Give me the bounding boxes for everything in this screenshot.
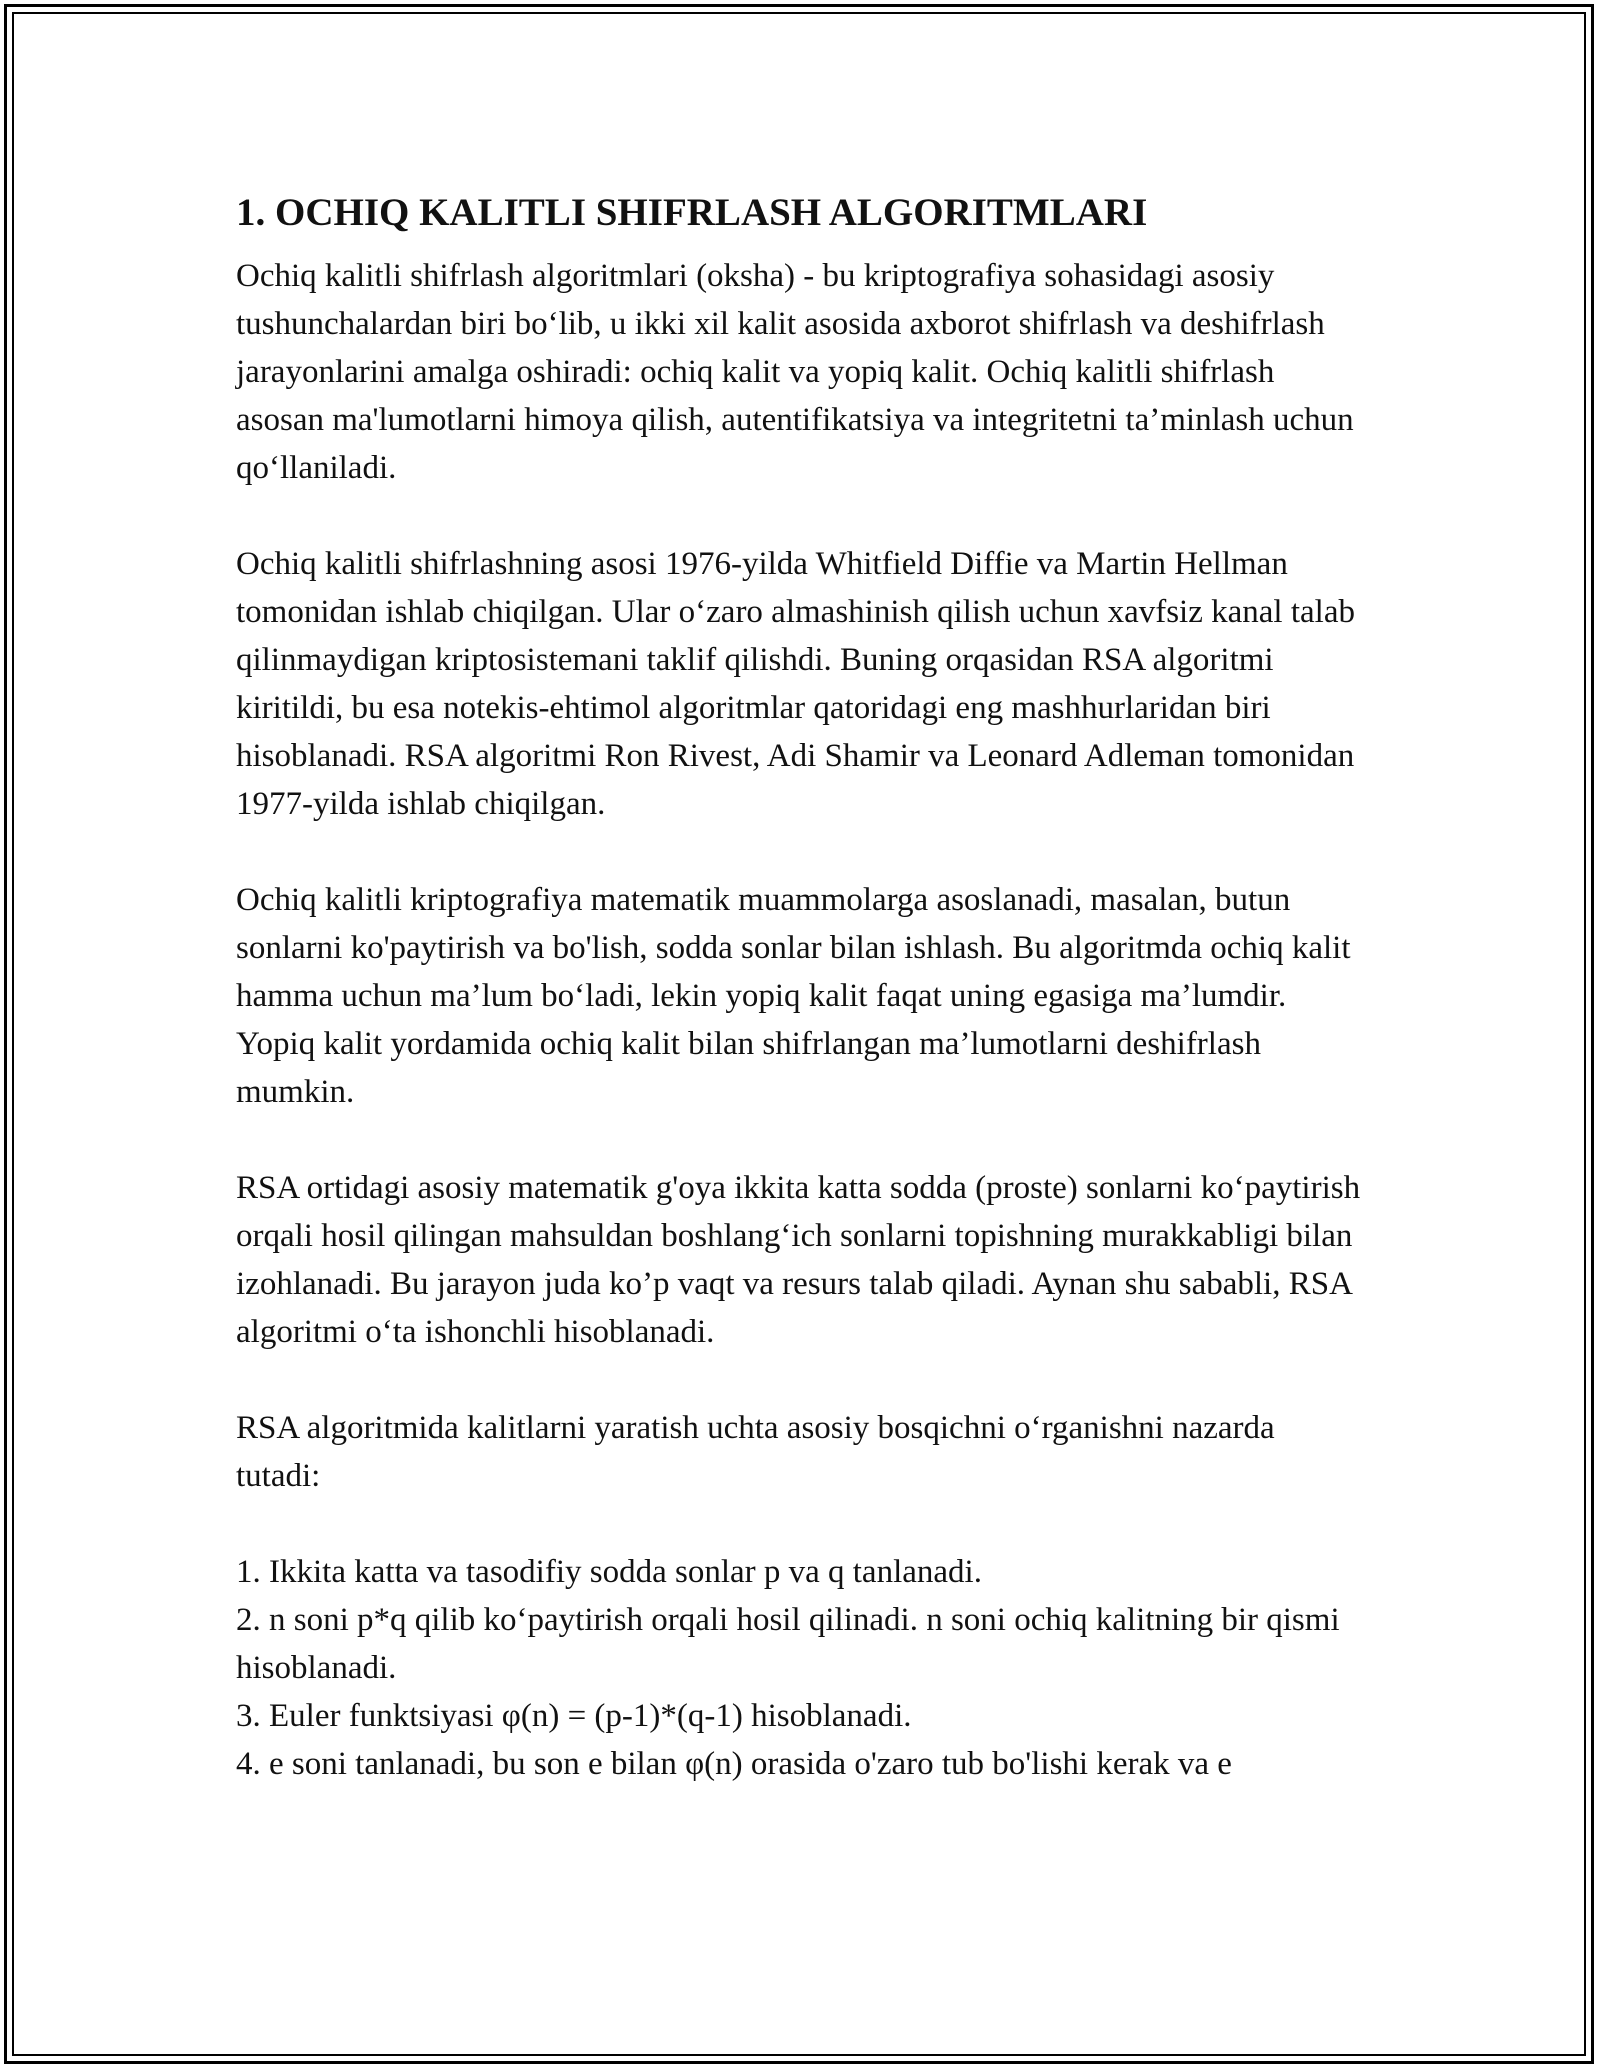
paragraph-rsa-idea: RSA ortidagi asosiy matematik g'oya ikkita katta sodda (proste) sonlarni ko‘paytirish orqali hosil qilingan mahsuldan boshlang‘ich sonlarni topishning murakkabligi bilan izohlanadi. Bu jarayon juda ko’p vaqt va resurs talab qiladi. Aynan shu sababli, RSA algoritmi o‘ta ishonchli hisoblanadi. xyxy=(236,1170,1361,1350)
paragraph-math-basis: Ochiq kalitli kriptografiya matematik muammolarga asoslanadi, masalan, butun sonlarni ko'paytirish va bo'lish, sodda sonlar bilan ishlash. Bu algoritmda ochiq kalit hamma uchun ma’lum bo‘ladi, lekin yopiq kalit faqat uning egasiga ma’lumdir. Yopiq kalit yordamida ochiq kalit bilan shifrlangan ma’lumotlarni deshifrlash mumkin. xyxy=(236,882,1351,1110)
list-item: 3. Euler funktsiyasi φ(n) = (p-1)*(q-1) hisoblanadi. xyxy=(236,1698,912,1734)
list-item: 1. Ikkita katta va tasodifiy sodda sonlar p va q tanlanadi. xyxy=(236,1554,982,1590)
paragraph-intro: Ochiq kalitli shifrlash algoritmlari (oksha) - bu kriptografiya sohasidagi asosiy tushunchalardan biri bo‘lib, u ikki xil kalit asosida axborot shifrlash va deshifrlash jarayonlarini amalga oshiradi: ochiq kalit va yopiq kalit. Ochiq kalitli shifrlash asosan ma'lumotlarni himoya qilish, autentifikatsiya va integritetni ta’minlash uchun qo‘llaniladi. xyxy=(236,258,1354,486)
section-heading: 1. OCHIQ KALITLI SHIFRLASH ALGORITMLARI xyxy=(236,191,1148,234)
list-item: 4. e soni tanlanadi, bu son e bilan φ(n) orasida o'zaro tub bo'lishi kerak va e xyxy=(236,1746,1232,1782)
paragraph-history: Ochiq kalitli shifrlashning asosi 1976-yilda Whitfield Diffie va Martin Hellman tomonidan ishlab chiqilgan. Ular o‘zaro almashinish qilish uchun xavfsiz kanal talab qilinmaydigan kriptosistemani taklif qilishdi. Buning orqasidan RSA algoritmi kiritildi, bu esa notekis-ehtimol algoritmlar qatoridagi eng mashhurlaridan biri hisoblanadi. RSA algoritmi Ron Rivest, Adi Shamir va Leonard Adleman tomonidan 1977-yilda ishlab chiqilgan. xyxy=(236,546,1355,822)
list-item: 2. n soni p*q qilib ko‘paytirish orqali hosil qilinadi. n soni ochiq kalitning bir qismi hisoblanadi. xyxy=(236,1602,1340,1686)
document-body xyxy=(236,186,1366,1788)
paragraph-key-generation: RSA algoritmida kalitlarni yaratish uchta asosiy bosqichni o‘rganishni nazarda tutadi: xyxy=(236,1410,1275,1494)
key-generation-steps xyxy=(236,1548,1366,1788)
